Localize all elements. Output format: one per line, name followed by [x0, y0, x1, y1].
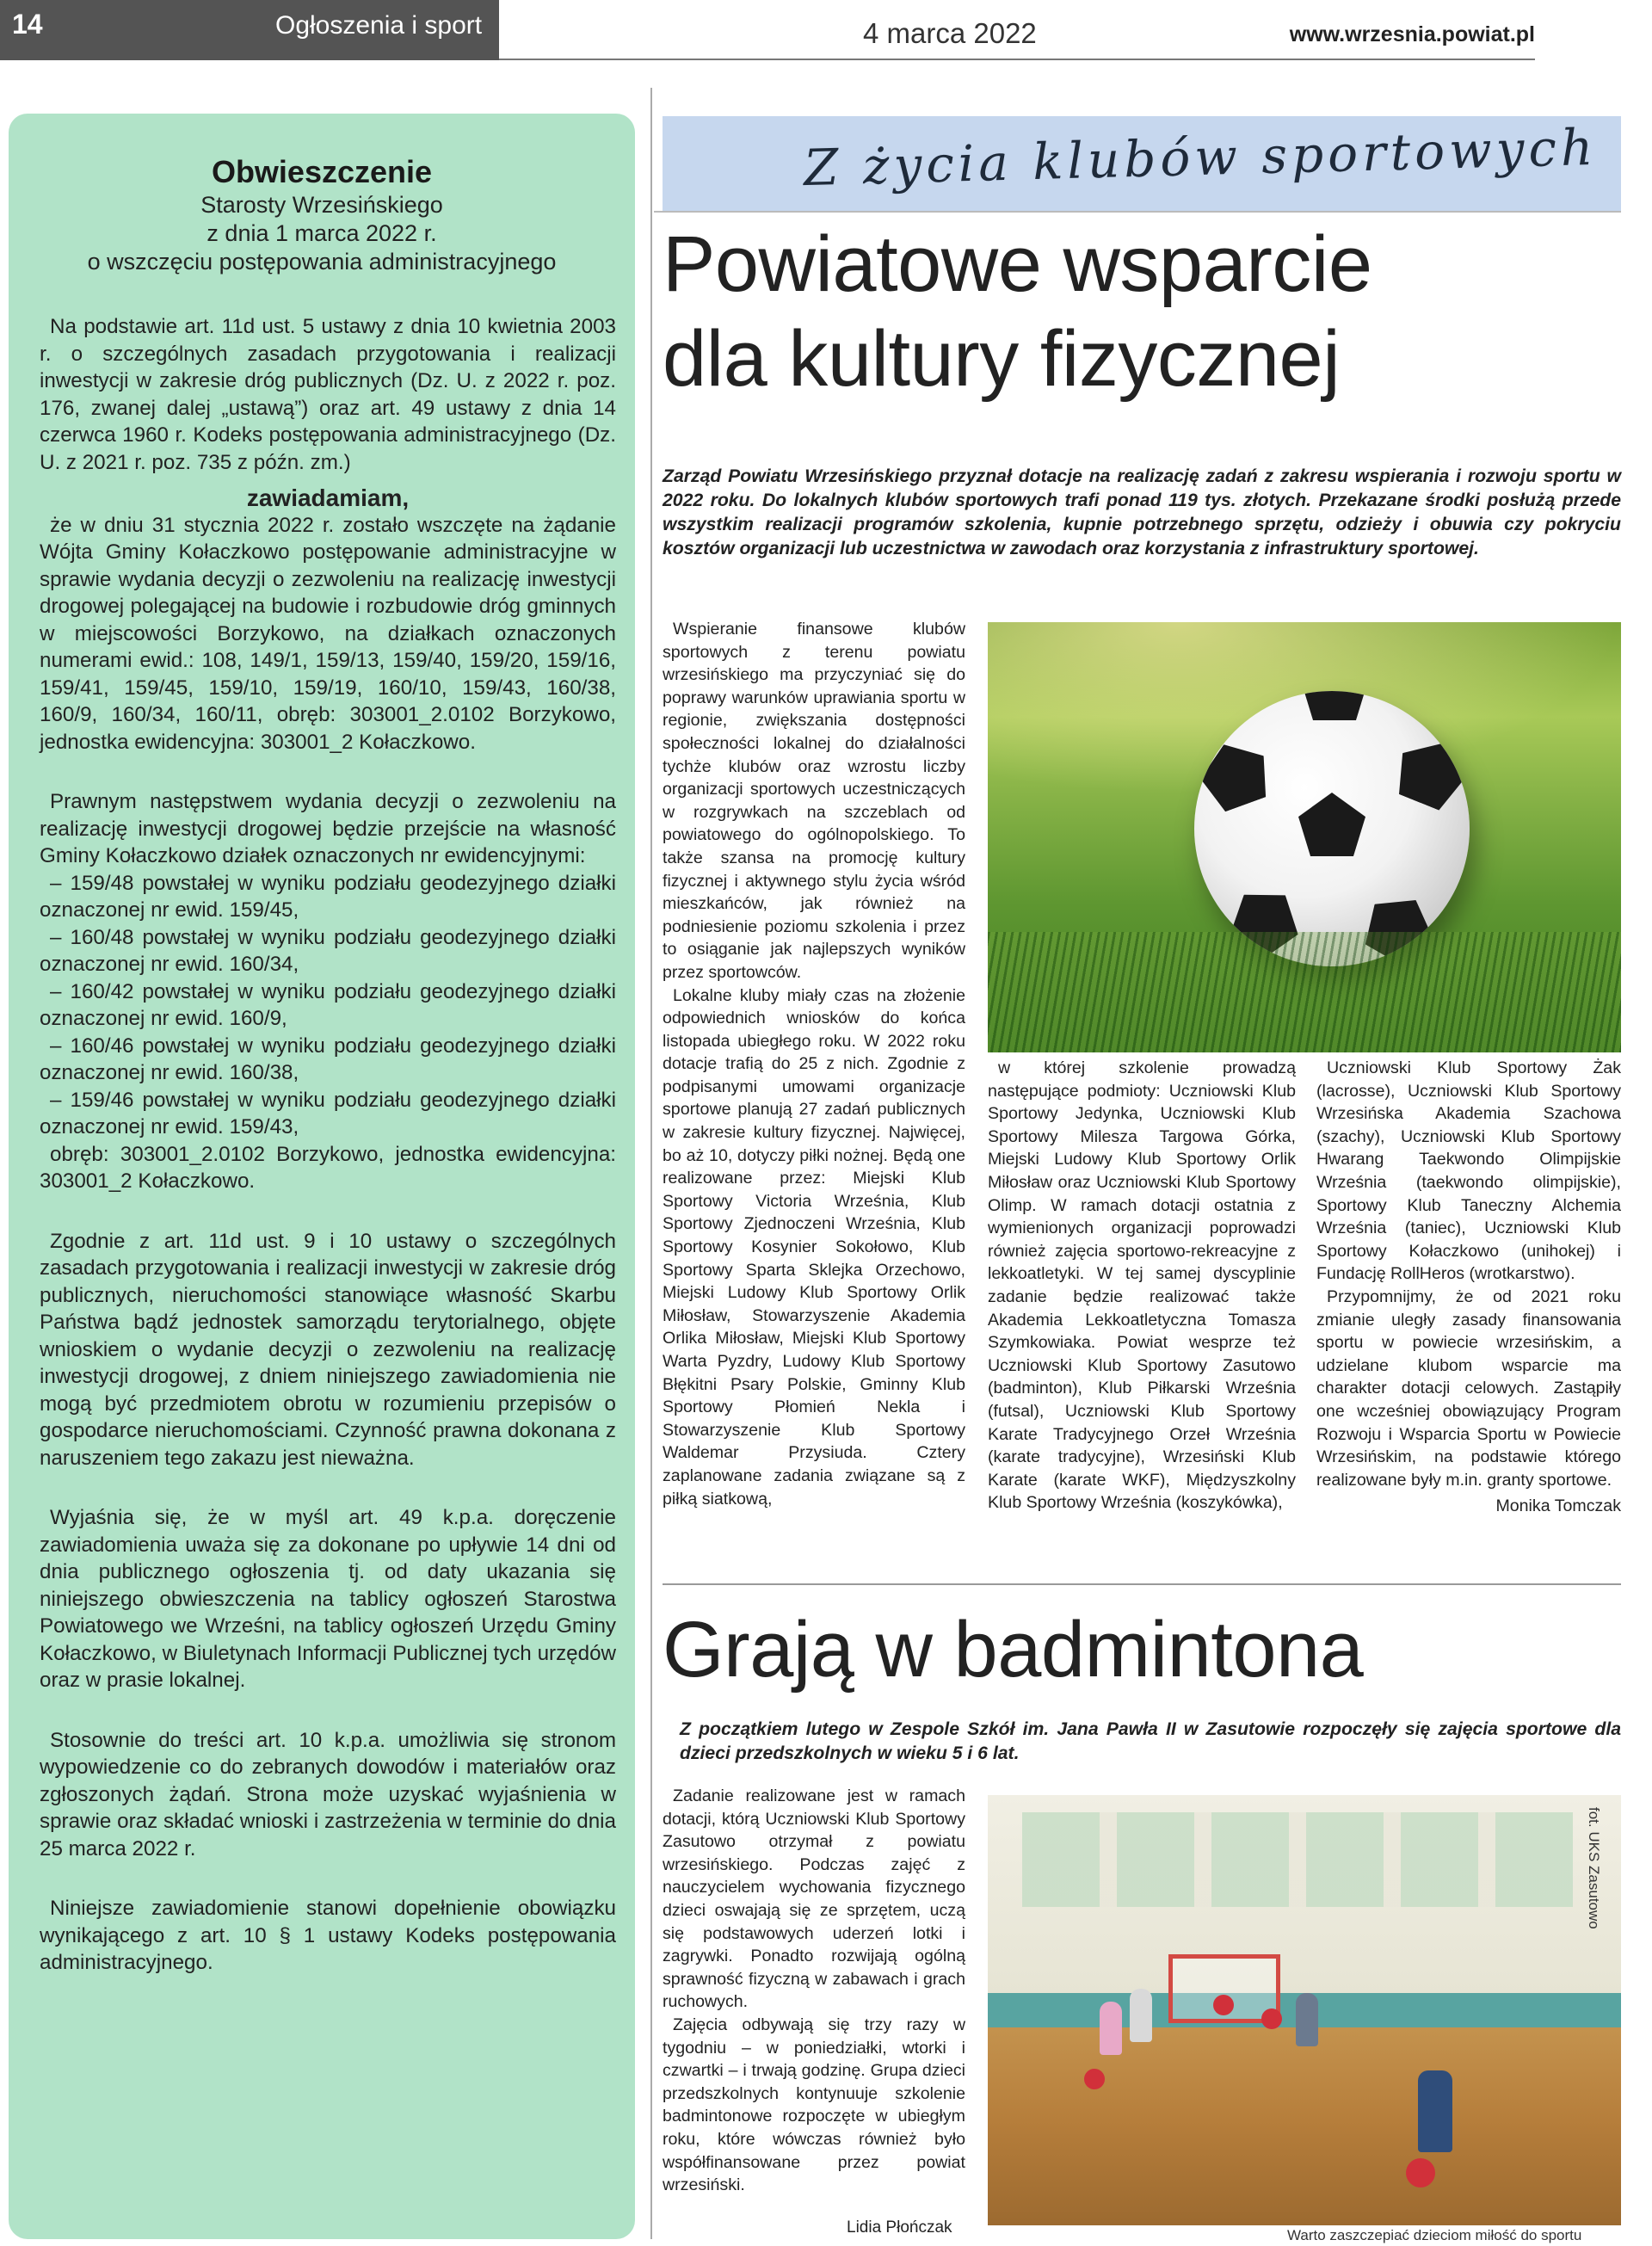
article-paragraph: Uczniowski Klub Sportowy Żak (lacrosse), Uczniowski Klub Sportowy Wrzesińska Akademia Szachowa (szachy), Uczniowski Klub Sportowy Hwarang Taekwondo Olimpijskie Września (taekwondo olimpijskie), Sportowy Klub Taneczny Alchemia Września (taniec), Uczniowski Klub Sportowy Kołaczkowo (unihokej) i Fundację RollHeros (wrotkarstwo). [1316, 1058, 1621, 1284]
announcement-paragraph: Zgodnie z art. 11d ust. 9 i 10 ustawy o szczególnych zasadach przygotowania i realizacji inwestycji w zakresie dróg publicznych, nieruchomości stanowiące własność Skarbu Państwa bądź jednostek samorządu terytorialnego, objęte wnioskiem o wydanie decyzji o zezwoleniu na realizację inwestycji drogowej, z dniem niniejszego zawiadomienia nie mogą być przedmiotem obrotu w rozumieniu przepisów o gospodarce nieruchomościami. Czynność prawna dokonana z naruszeniem tego zakazu jest nieważna. [40, 1229, 616, 1470]
sports-hall-photo [988, 1795, 1621, 2225]
announcement-paragraph: Stosownie do treści art. 10 k.p.a. umożliwia się stronom wypowiedzenie co do zebranych dowodów i materiałów oraz zgłoszonych żądań. Strona może uzyskać wyjaśnienia w sprawie oraz składać wnioski i zastrzeżenia w terminie do dnia 25 marca 2022 r. [40, 1728, 616, 1860]
section-banner-text: Z życia klubów sportowych [802, 117, 1598, 198]
announcement-paragraph: Wyjaśnia się, że w myśl art. 49 k.p.a. doręczenie zawiadomienia uważa się za dokonane po upływie 14 dni od dnia publicznego ogłoszenia tj. od daty ukazania się niniejszego obwieszczenia na tablicy ogłoszeń Starostwa Powiatowego we Wrześni, na tablicy ogłoszeń Urzędu Gminy Kołaczkowo, w Biuletynach Informacji Publicznej tych urzędów oraz w prasie lokalnej. [40, 1506, 616, 1692]
article-column [663, 618, 965, 1510]
article-author: Monika Tomczak [1495, 1496, 1621, 1516]
article-column [988, 1057, 1296, 1515]
column-divider [650, 88, 652, 2239]
photo-caption: Warto zaszczepiać dzieciom miłość do sportu [1287, 2227, 1582, 2243]
announcement-title: Obwieszczenie [211, 154, 433, 189]
parcel-list-item: – 159/46 powstałej w wyniku podziału geodezyjnego działki oznaczonej nr ewid. 159/43, [40, 1088, 616, 1138]
parcel-list-item: – 160/46 powstałej w wyniku podziału geodezyjnego działki oznaczonej nr ewid. 160/38, [40, 1034, 616, 1084]
announcement-subject: o wszczęciu postępowania administracyjnego [87, 249, 557, 275]
photo-credit: fot. UKS Zasutowo [1586, 1807, 1602, 1929]
section-banner [663, 116, 1621, 213]
banner-rule [654, 211, 1621, 213]
headline-line: Powiatowe wsparcie [663, 220, 1372, 308]
announcement-paragraph: że w dniu 31 stycznia 2022 r. zostało wszczęte na żądanie Wójta Gminy Kołaczkowo postępowanie administracyjne w sprawie wydania decyzji o zezwoleniu na realizację inwestycji drogowej polegającej na budowie i rozbudowie dróg gminnych w miejscowości Borzykowo, na działkach oznaczonych numerami ewid.: 108, 149/1, 159/13, 159/40, 159/20, 159/16, 159/41, 159/45, 159/10, 159/19, 160/10, 159/43, 160/38, 160/9, 160/34, 160/11, obręb: 303001_2.0102 Borzykowo, jednostka ewidencyjna: 303001_2 Kołaczkowo. [40, 513, 616, 754]
soccer-ball-photo [988, 622, 1621, 1052]
article-lead: Z początkiem lutego w Zespole Szkół im. Jana Pawła II w Zasutowie rozpoczęły się zajęcia sportowe dla dzieci przedszkolnych w wieku 5 i 6 lat. [680, 1719, 1621, 1763]
article-column [1316, 1057, 1621, 1518]
website-url[interactable]: www.wrzesnia.powiat.pl [1289, 22, 1535, 46]
announcement-panel [9, 114, 635, 2239]
article-column [663, 1785, 965, 2197]
soccer-ball-icon [1194, 691, 1470, 966]
announcement-body [40, 313, 616, 1977]
announcement-legal-basis: Na podstawie art. 11d ust. 5 ustawy z dnia 10 kwietnia 2003 r. o szczególnych zasadach przygotowania i realizacji inwestycji w zakresie dróg publicznych (Dz. U. z 2022 r. poz. 176, zwanej dalej „ustawą”) oraz art. 49 ustawy z dnia 14 czerwca 1960 r. Kodeks postępowania administracyjnego (Dz. U. z 2021 r. poz. 735 z późn. zm.) [40, 315, 616, 474]
article-separator [663, 1583, 1621, 1585]
article-paragraph: Zadanie realizowane jest w ramach dotacji, którą Uczniowski Klub Sportowy Zasutowo otrzymał z powiatu wrzesińskiego. Podczas zajęć z nauczycielem wychowania fizycznego dzieci oswajają się ze sprzętem, uczą się podstawowych uderzeń lotki i zagrywki. Ponadto rozwijają ogólną sprawność fizyczną w zabawach i grach ruchowych. [663, 1786, 965, 2012]
article-lead: Zarząd Powiatu Wrzesińskiego przyznał dotacje na realizację zadań z zakresu wspierania i rozwoju sportu w 2022 roku. Do lokalnych klubów sportowych trafi ponad 119 tys. złotych. Przekazane środki posłużą przede wszystkim realizacji programów szkolenia, kupnie potrzebnego sprzętu, odzieży i obuwia czy pokryciu kosztów organizacji lub uczestnictwa w zawodach oraz korzystania z infrastruktury sportowej. [663, 466, 1621, 558]
article-paragraph: Zajęcia odbywają się trzy razy w tygodniu – w poniedziałki, wtorki i czwartki – i trwają godzinę. Grupa dzieci przedszkolnych kontynuuje szkolenie badmintonowe rozpoczęte w ubiegłym roku, które wówczas również było współfinansowane przez powiat wrzesiński. [663, 2015, 965, 2195]
announcement-issuer: Starosty Wrzesińskiego [200, 192, 443, 218]
announcement-paragraph: Niniejsze zawiadomienie stanowi dopełnienie obowiązku wynikającego z art. 10 § 1 ustawy Kodeks postępowania administracyjnego. [40, 1897, 616, 1974]
announcement-heading [9, 153, 635, 276]
parcel-list-item: – 160/42 powstałej w wyniku podziału geodezyjnego działki oznaczonej nr ewid. 160/9, [40, 979, 616, 1030]
announcement-notify: zawiadamiam, [246, 484, 410, 511]
article-paragraph: w której szkolenie prowadzą następujące podmioty: Uczniowski Klub Sportowy Jedynka, Uczniowski Klub Sportowy Milesza Targowa Górka, Miejski Ludowy Klub Sportowy Orlik Miłosław oraz Uczniowski Klub Sportowy Olimp. W ramach dotacji ostatnia z wymienionych organizacji poprowadzi również zajęcia sportowo-rekreacyjne z lekkoatletyki. W tej samej dyscyplinie zadanie będzie realizować także Akademia Lekkoatletyczna Tomasza Szymkowiaka. Powiat wesprze też Uczniowski Klub Sportowy Zasutowo (badminton), Klub Piłkarski Września (futsal), Uczniowski Klub Sportowy Karate Tradycyjnego Orzeł Września (karate tradycyjne), Wrzesiński Klub Karate (karate WKF), Międzyszkolny Klub Sportowy Września (koszykówka), [988, 1058, 1296, 1513]
article-headline [663, 217, 1621, 406]
announcement-date: z dnia 1 marca 2022 r. [206, 220, 437, 246]
announcement-paragraph: obręb: 303001_2.0102 Borzykowo, jednostka ewidencyjna: 303001_2 Kołaczkowo. [40, 1142, 616, 1193]
article-author: Lidia Płończak [847, 2218, 952, 2237]
article-paragraph: Lokalne kluby miały czas na złożenie odpowiednich wniosków do końca listopada ubiegłego roku. W 2022 roku dotacje trafią do 25 z nich. Zgodnie z podpisanymi umowami organizacje sportowe planują 27 zadań publicznych w zakresie kultury fizycznej. Najwięcej, bo aż 10, dotyczy piłki nożnej. Będą one realizowane przez: Miejski Klub Sportowy Victoria Września, Klub Sportowy Zjednoczeni Września, Klub Sportowy Kosynier Sokołowo, Klub Sportowy Sparta Sklejka Orzechowo, Miejski Ludowy Klub Sportowy Orlik Miłosław, Stowarzyszenie Akademia Orlika Miłosław, Miejski Klub Sportowy Warta Pyzdry, Ludowy Klub Sportowy Błękitni Psary Polskie, Gminny Klub Sportowy Płomień Nekla i Stowarzyszenie Klub Sportowy Waldemar Przysiuda. Cztery zaplanowane zadania związane są z piłką siatkową, [663, 985, 965, 1509]
announcement-paragraph: Prawnym następstwem wydania decyzji o zezwoleniu na realizację inwestycji drogowej będzie przejście na własność Gminy Kołaczkowo działek oznaczonych nr ewidencyjnymi: [40, 790, 616, 867]
parcel-list-item: – 159/48 powstałej w wyniku podziału geodezyjnego działki oznaczonej nr ewid. 159/45, [40, 871, 616, 922]
section-name: Ogłoszenia i sport [275, 11, 483, 40]
page-number: 14 [12, 9, 43, 40]
headline-line: dla kultury fizycznej [663, 315, 1341, 403]
parcel-list-item: – 160/48 powstałej w wyniku podziału geodezyjnego działki oznaczonej nr ewid. 160/34, [40, 925, 616, 976]
header-section-tab [0, 0, 499, 60]
article-paragraph: Wspieranie finansowe klubów sportowych z terenu powiatu wrzesińskiego ma przyczyniać się do poprawy warunków uprawiania sportu w regionie, zwiększania dostępności społeczności lokalnej do działalności tychże klubów oraz wzrostu liczby organizacji sportowych uczestniczących w rozgrywkach na szczeblach od powiatowego do ogólnopolskiego. To także szansa na promocję kultury fizycznej i aktywnego stylu życia wśród mieszkańców, jak również na podniesienie poziomu szkolenia i przez to osiąganie jak najlepszych wyników przez sportowców. [663, 620, 965, 982]
issue-date: 4 marca 2022 [863, 17, 1037, 49]
article-paragraph: Przypomnijmy, że od 2021 roku zmianie uległy zasady finansowania sportu w powiecie wrzesińskim, a udzielane klubom wsparcie ma charakter dotacji celowych. Zastąpiły one wcześniej obowiązujący Program Rozwoju i Wsparcia Sportu w Powiecie Wrzesińskim, na podstawie którego realizowane były m.in. granty sportowe. [1316, 1287, 1621, 1490]
article-headline: Grają w badmintona [663, 1606, 1364, 1694]
header-rule [499, 59, 1535, 60]
